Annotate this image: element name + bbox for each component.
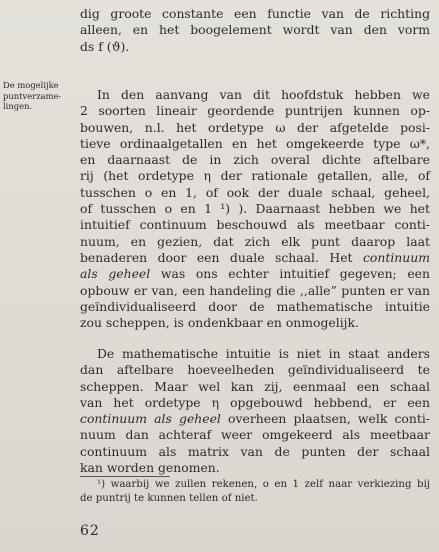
text-line: dan aftelbare hoeveelheden geïndividualiseerd te <box>80 362 430 378</box>
text-line: intuitief continuum beschouwd als meetbaar conti- <box>80 217 430 233</box>
text-line: kan worden genomen. <box>80 460 220 476</box>
text-line: ¹) waarbij we zullen rekenen, o en 1 zelf naar verkiezing bij <box>97 479 430 490</box>
text-line: continuum als matrix van de punten der schaal <box>80 443 430 459</box>
text-line: rij (het ordetype η der rationale getallen, alle, of <box>80 168 430 184</box>
paragraph-mathematische-intuitie <box>80 346 430 476</box>
text-line: opbouw er van, een handeling die ,,alle” punten er van <box>80 282 430 298</box>
text-line: dig groote constante een functie van de richting <box>80 6 430 21</box>
text-line: of tusschen o en 1 ¹) ). Daarnaast hebben we het <box>80 201 430 217</box>
text-line: geïndividualiseerd door de mathematische intuitie <box>80 298 430 314</box>
text-line: en daarnaast de in zich overal dichte aftelbare <box>80 152 430 168</box>
text-line: de puntrij te kunnen tellen of niet. <box>80 493 258 504</box>
footnote-rule <box>80 476 170 477</box>
text-line: als geheel was ons echter intuitief gegeven; een <box>80 266 430 282</box>
margin-note <box>3 80 69 112</box>
text-line: van het ordetype η opgebouwd hebbend, er een <box>80 394 430 410</box>
text-line: 2 soorten lineair geordende puntrijen kunnen op- <box>80 103 430 119</box>
text-line: nuum, en gezien, dat zich elk punt daarop laat <box>80 233 430 249</box>
text-line: De mathematische intuitie is niet in staat anders <box>97 346 430 361</box>
text-line: tusschen o en 1, of ook der duale schaal, geheel, <box>80 184 430 200</box>
margin-note-line: De mogelijke <box>3 80 59 90</box>
text-line: zou scheppen, is ondenkbaar en onmogelijk. <box>80 315 359 331</box>
paragraph-continuation <box>80 6 430 55</box>
text-line: nuum dan achteraf weer omgekeerd als meetbaar <box>80 427 430 443</box>
page-number: 62 <box>80 523 100 539</box>
text-line: bouwen, n.l. het ordetype ω der afgetelde posi- <box>80 119 430 135</box>
text-line: alleen, en het boogelement wordt van den vorm <box>80 22 430 38</box>
text-line: In den aanvang van dit hoofdstuk hebben we <box>97 87 430 102</box>
footnote <box>80 478 430 506</box>
text-line: benaderen door een duale schaal. Het continuum <box>80 249 430 265</box>
margin-note-line: lingen. <box>3 101 33 111</box>
text-line: ds f (ϑ). <box>80 38 130 54</box>
text-line: tieve ordinaalgetallen en het omgekeerde type ω*, <box>80 135 430 151</box>
text-line: continuum als geheel overheen plaatsen, welk conti- <box>80 411 430 427</box>
margin-note-line: puntverzame- <box>3 90 62 101</box>
paragraph-puntrijen <box>80 87 430 331</box>
text-line: scheppen. Maar wel kan zij, eenmaal een schaal <box>80 378 430 394</box>
